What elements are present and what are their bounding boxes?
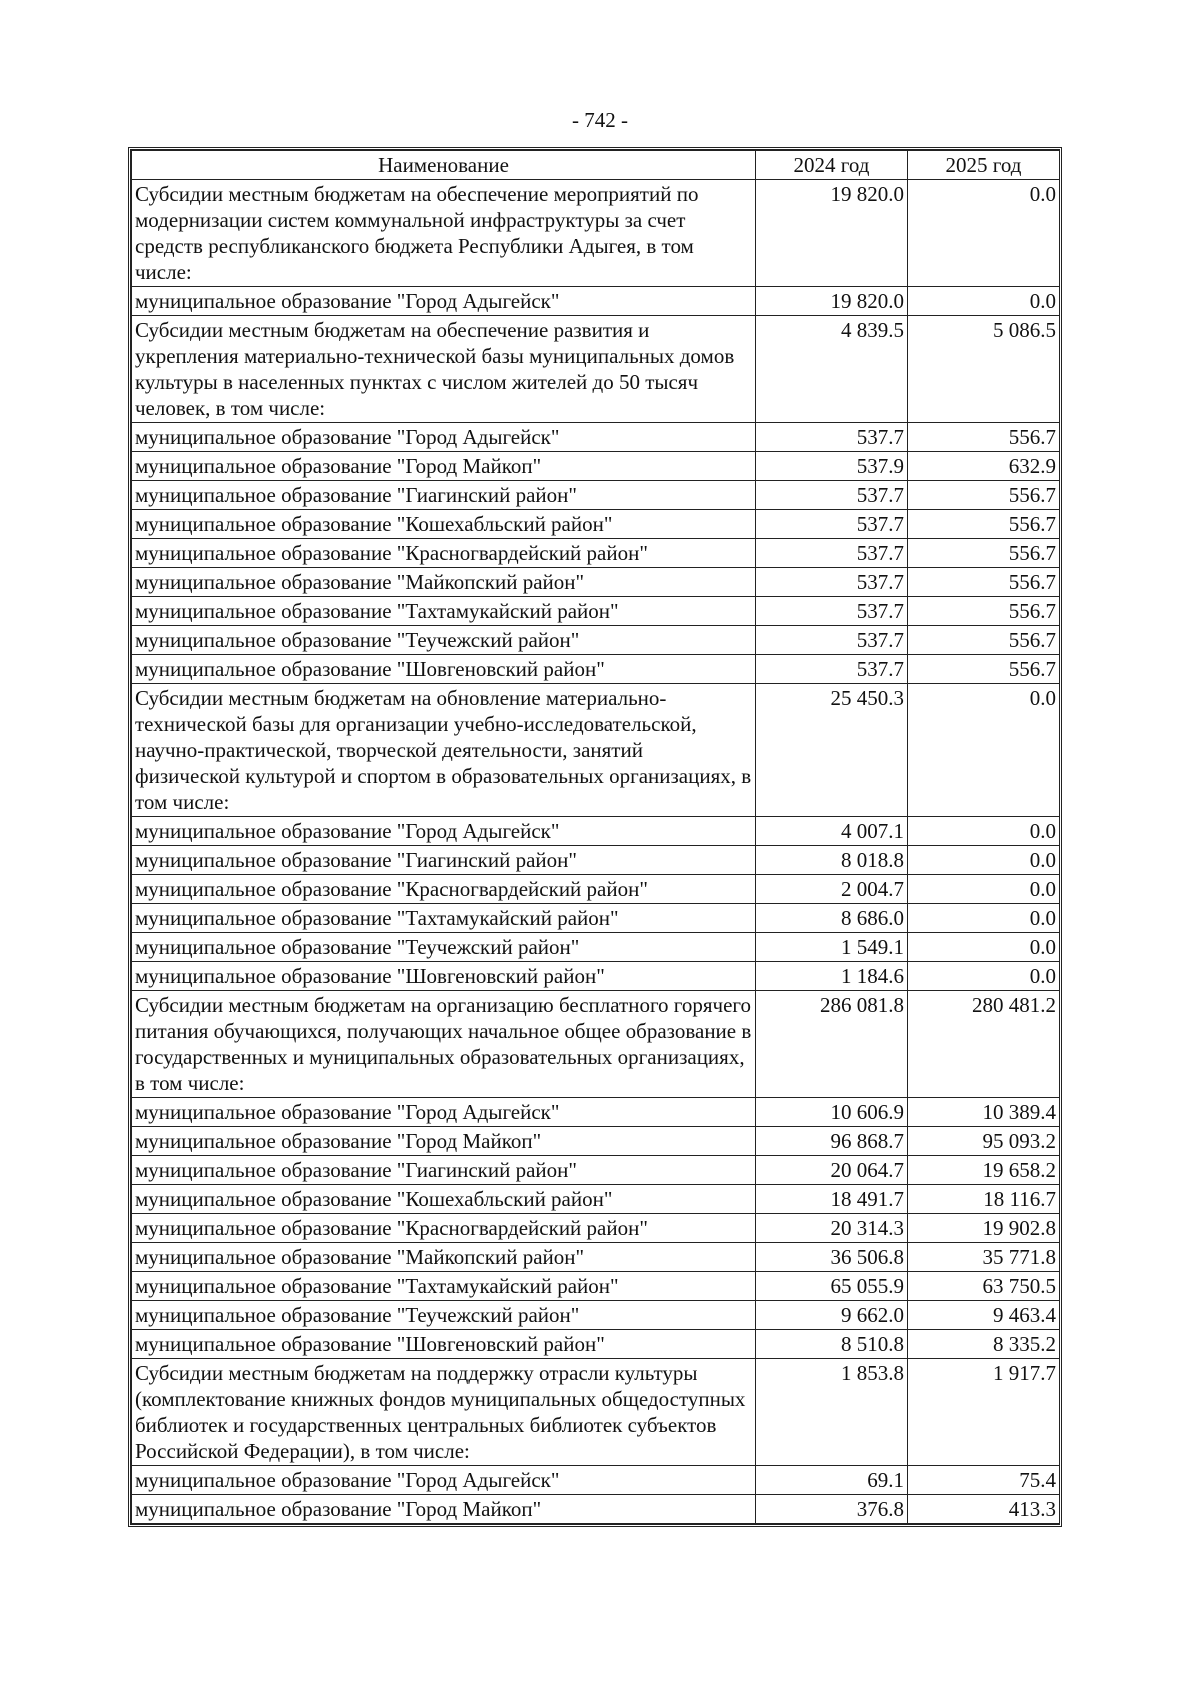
page-number: - 742 - [572, 108, 628, 132]
table-row [132, 1127, 1060, 1156]
row-value-2024: 2 004.7 [756, 875, 908, 904]
row-value-2025: 0.0 [908, 962, 1060, 991]
row-value-2024: 537.7 [756, 510, 908, 539]
table-row [132, 846, 1060, 875]
row-name: муниципальное образование "Город Адыгейск" [132, 817, 756, 846]
row-value-2025: 10 389.4 [908, 1098, 1060, 1127]
table-row [132, 539, 1060, 568]
table-row [132, 1098, 1060, 1127]
row-value-2024: 9 662.0 [756, 1301, 908, 1330]
row-value-2024: 36 506.8 [756, 1243, 908, 1272]
row-name: муниципальное образование "Красногвардейский район" [132, 1214, 756, 1243]
table-row [132, 875, 1060, 904]
row-value-2025: 0.0 [908, 684, 1060, 817]
table-row [132, 1156, 1060, 1185]
row-value-2024: 19 820.0 [756, 287, 908, 316]
table-row [132, 287, 1060, 316]
row-name: муниципальное образование "Красногвардейский район" [132, 539, 756, 568]
row-value-2025: 19 902.8 [908, 1214, 1060, 1243]
row-value-2024: 8 686.0 [756, 904, 908, 933]
table-row [132, 1214, 1060, 1243]
row-value-2024: 18 491.7 [756, 1185, 908, 1214]
row-name: муниципальное образование "Красногвардейский район" [132, 875, 756, 904]
row-name: муниципальное образование "Город Адыгейск" [132, 1466, 756, 1495]
table-row [132, 1272, 1060, 1301]
row-name: Субсидии местным бюджетам на обеспечение развития и укрепления материально-технической базы муниципальных домов культуры в населенных пунктах с числом жителей до 50 тысяч человек, в том числе: [132, 316, 756, 423]
row-value-2024: 96 868.7 [756, 1127, 908, 1156]
row-value-2025: 0.0 [908, 817, 1060, 846]
row-name: муниципальное образование "Гиагинский район" [132, 846, 756, 875]
table-row [132, 452, 1060, 481]
row-name: муниципальное образование "Майкопский район" [132, 568, 756, 597]
row-value-2025: 556.7 [908, 597, 1060, 626]
row-value-2024: 8 510.8 [756, 1330, 908, 1359]
row-value-2024: 1 549.1 [756, 933, 908, 962]
row-value-2024: 4 007.1 [756, 817, 908, 846]
row-value-2025: 0.0 [908, 904, 1060, 933]
row-name: муниципальное образование "Город Майкоп" [132, 452, 756, 481]
row-value-2025: 556.7 [908, 423, 1060, 452]
row-name: муниципальное образование "Кошехабльский район" [132, 510, 756, 539]
row-name: муниципальное образование "Теучежский район" [132, 1301, 756, 1330]
row-value-2024: 20 064.7 [756, 1156, 908, 1185]
row-name: муниципальное образование "Город Адыгейск" [132, 1098, 756, 1127]
row-name: Субсидии местным бюджетам на организацию бесплатного горячего питания обучающихся, получающих начальное общее образование в государственных и муниципальных образовательных организациях, в том числе: [132, 991, 756, 1098]
row-value-2024: 537.7 [756, 655, 908, 684]
row-value-2025: 556.7 [908, 568, 1060, 597]
row-value-2025: 280 481.2 [908, 991, 1060, 1098]
table-header-row [132, 151, 1060, 180]
row-value-2024: 537.7 [756, 481, 908, 510]
row-value-2024: 25 450.3 [756, 684, 908, 817]
row-name: муниципальное образование "Шовгеновский район" [132, 1330, 756, 1359]
row-value-2024: 8 018.8 [756, 846, 908, 875]
table-row [132, 1185, 1060, 1214]
row-value-2024: 376.8 [756, 1495, 908, 1524]
header-2024: 2024 год [756, 151, 908, 180]
budget-table [131, 150, 1060, 1524]
row-name: муниципальное образование "Майкопский район" [132, 1243, 756, 1272]
row-value-2025: 632.9 [908, 452, 1060, 481]
row-value-2025: 8 335.2 [908, 1330, 1060, 1359]
row-value-2025: 0.0 [908, 846, 1060, 875]
table-row [132, 481, 1060, 510]
row-value-2024: 4 839.5 [756, 316, 908, 423]
table-row [132, 1243, 1060, 1272]
row-name: муниципальное образование "Город Адыгейск" [132, 287, 756, 316]
row-value-2025: 556.7 [908, 626, 1060, 655]
row-value-2025: 556.7 [908, 510, 1060, 539]
row-value-2025: 35 771.8 [908, 1243, 1060, 1272]
table-row [132, 1301, 1060, 1330]
table-row [132, 1495, 1060, 1524]
row-name: муниципальное образование "Город Майкоп" [132, 1495, 756, 1524]
row-name: Субсидии местным бюджетам на обновление материально-технической базы для организации учебно-исследовательской, научно-практической, творческой деятельности, занятий физической культурой и спортом в образовательных организациях, в том числе: [132, 684, 756, 817]
table-row [132, 1466, 1060, 1495]
row-name: муниципальное образование "Тахтамукайский район" [132, 1272, 756, 1301]
row-value-2025: 556.7 [908, 539, 1060, 568]
row-value-2024: 537.7 [756, 597, 908, 626]
table-row [132, 817, 1060, 846]
table-row [132, 655, 1060, 684]
row-value-2024: 537.7 [756, 539, 908, 568]
table-body [132, 180, 1060, 1524]
row-value-2024: 19 820.0 [756, 180, 908, 287]
row-value-2025: 5 086.5 [908, 316, 1060, 423]
row-name: муниципальное образование "Гиагинский район" [132, 1156, 756, 1185]
row-value-2024: 537.7 [756, 626, 908, 655]
row-value-2025: 1 917.7 [908, 1359, 1060, 1466]
row-value-2025: 556.7 [908, 481, 1060, 510]
table-row [132, 684, 1060, 817]
row-name: муниципальное образование "Кошехабльский район" [132, 1185, 756, 1214]
row-value-2025: 19 658.2 [908, 1156, 1060, 1185]
row-value-2024: 69.1 [756, 1466, 908, 1495]
row-value-2024: 286 081.8 [756, 991, 908, 1098]
row-value-2025: 9 463.4 [908, 1301, 1060, 1330]
row-value-2024: 537.7 [756, 568, 908, 597]
row-value-2025: 0.0 [908, 287, 1060, 316]
row-value-2025: 0.0 [908, 180, 1060, 287]
row-value-2024: 537.7 [756, 423, 908, 452]
row-name: муниципальное образование "Тахтамукайский район" [132, 597, 756, 626]
row-value-2024: 10 606.9 [756, 1098, 908, 1127]
row-name: муниципальное образование "Теучежский район" [132, 933, 756, 962]
row-name: муниципальное образование "Город Майкоп" [132, 1127, 756, 1156]
table-row [132, 1330, 1060, 1359]
row-name: Субсидии местным бюджетам на обеспечение мероприятий по модернизации систем коммунальной инфраструктуры за счет средств республиканского бюджета Республики Адыгея, в том числе: [132, 180, 756, 287]
table-row [132, 991, 1060, 1098]
row-value-2024: 1 184.6 [756, 962, 908, 991]
row-name: муниципальное образование "Гиагинский район" [132, 481, 756, 510]
table-row [132, 1359, 1060, 1466]
table-row [132, 962, 1060, 991]
row-name: муниципальное образование "Шовгеновский район" [132, 962, 756, 991]
row-value-2025: 0.0 [908, 875, 1060, 904]
row-value-2025: 95 093.2 [908, 1127, 1060, 1156]
row-name: Субсидии местным бюджетам на поддержку отрасли культуры (комплектование книжных фондов муниципальных общедоступных библиотек и государственных центральных библиотек субъектов Российской Федерации), в том числе: [132, 1359, 756, 1466]
row-value-2025: 63 750.5 [908, 1272, 1060, 1301]
row-name: муниципальное образование "Город Адыгейск" [132, 423, 756, 452]
table-row [132, 568, 1060, 597]
row-name: муниципальное образование "Теучежский район" [132, 626, 756, 655]
row-value-2025: 556.7 [908, 655, 1060, 684]
header-name: Наименование [132, 151, 756, 180]
row-value-2024: 20 314.3 [756, 1214, 908, 1243]
row-value-2025: 413.3 [908, 1495, 1060, 1524]
table-row [132, 597, 1060, 626]
row-value-2025: 75.4 [908, 1466, 1060, 1495]
row-value-2024: 65 055.9 [756, 1272, 908, 1301]
row-name: муниципальное образование "Тахтамукайский район" [132, 904, 756, 933]
table-row [132, 626, 1060, 655]
budget-table-frame [128, 147, 1062, 1527]
table-row [132, 904, 1060, 933]
table-row [132, 180, 1060, 287]
row-value-2024: 1 853.8 [756, 1359, 908, 1466]
table-row [132, 316, 1060, 423]
row-value-2025: 0.0 [908, 933, 1060, 962]
row-value-2025: 18 116.7 [908, 1185, 1060, 1214]
header-2025: 2025 год [908, 151, 1060, 180]
row-name: муниципальное образование "Шовгеновский район" [132, 655, 756, 684]
table-row [132, 423, 1060, 452]
table-row [132, 510, 1060, 539]
row-value-2024: 537.9 [756, 452, 908, 481]
table-row [132, 933, 1060, 962]
